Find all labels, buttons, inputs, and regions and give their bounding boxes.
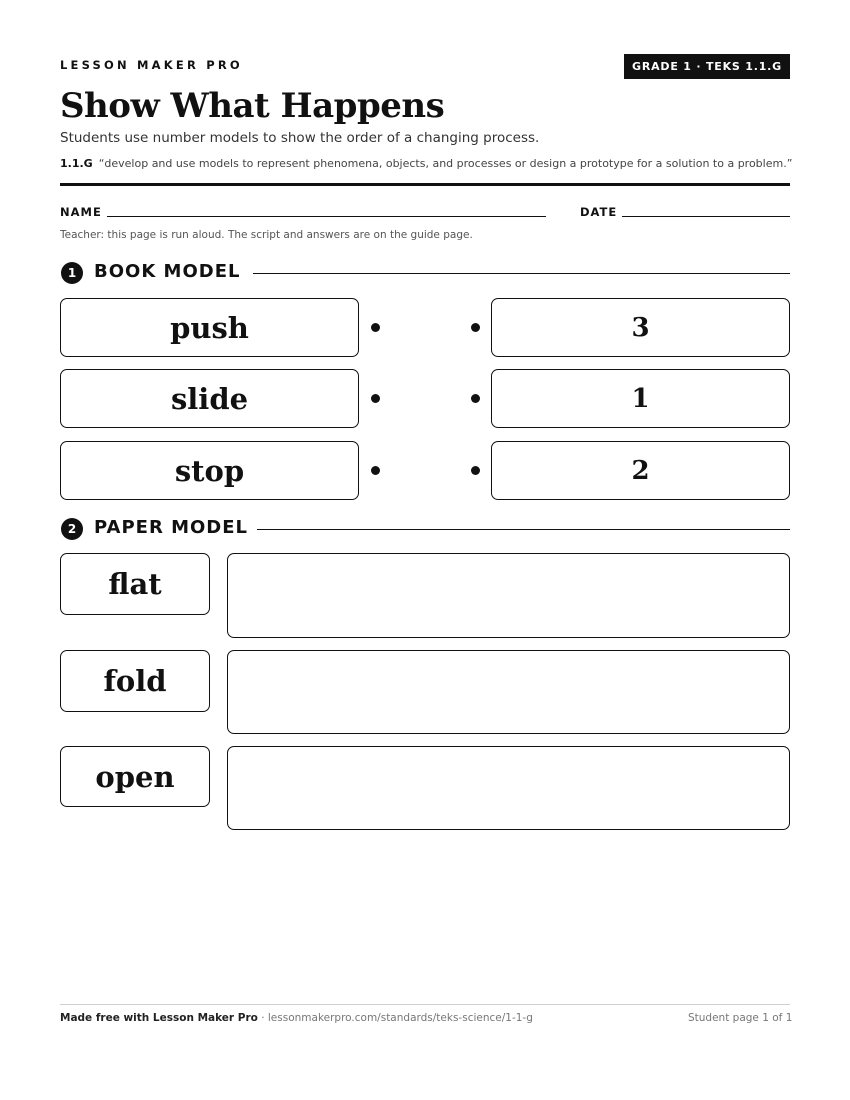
word-card-push: push xyxy=(60,298,359,357)
standard-statement xyxy=(60,157,792,170)
number-card: 2 xyxy=(491,441,790,500)
teacher-note: Teacher: this page is run aloud. The script and answers are on the guide page. xyxy=(60,229,473,241)
section-rule xyxy=(257,529,790,530)
word-card-stop: stop xyxy=(60,441,359,500)
section-title: PAPER MODEL xyxy=(94,517,249,538)
header-divider xyxy=(60,183,790,186)
match-dot-left[interactable] xyxy=(371,394,380,403)
answer-box[interactable] xyxy=(227,746,790,830)
number-card: 3 xyxy=(491,298,790,357)
footer-page-number: Student page 1 of 1 xyxy=(688,1012,793,1024)
match-dot-right[interactable] xyxy=(471,323,480,332)
section-number-badge: 2 xyxy=(61,518,83,540)
match-dot-right[interactable] xyxy=(471,394,480,403)
grade-badge: GRADE 1 · TEKS 1.1.G xyxy=(624,54,790,79)
number-card: 1 xyxy=(491,369,790,428)
standard-code: 1.1.G xyxy=(60,157,93,170)
page-subtitle: Students use number models to show the order of a changing process. xyxy=(60,130,540,146)
match-dot-right[interactable] xyxy=(471,466,480,475)
footer-separator: · xyxy=(261,1012,265,1024)
footer-url[interactable]: lessonmakerpro.com/standards/teks-science/1-1-g xyxy=(267,1012,533,1024)
date-field[interactable] xyxy=(622,216,790,217)
answer-box[interactable] xyxy=(227,553,790,638)
footer-made-with: Made free with Lesson Maker Pro xyxy=(60,1012,258,1024)
standard-text: “develop and use models to represent phenomena, objects, and processes or design a prototype for a solution to a problem.” xyxy=(98,157,793,170)
word-card-open: open xyxy=(60,746,210,807)
page-title: Show What Happens xyxy=(60,86,445,126)
name-field[interactable] xyxy=(107,216,546,217)
match-dot-left[interactable] xyxy=(371,323,380,332)
word-card-slide: slide xyxy=(60,369,359,428)
match-dot-left[interactable] xyxy=(371,466,380,475)
answer-box[interactable] xyxy=(227,650,790,734)
name-label: NAME xyxy=(60,205,102,219)
date-label: DATE xyxy=(580,205,618,219)
section-number-badge: 1 xyxy=(61,262,83,284)
word-card-flat: flat xyxy=(60,553,210,615)
footer-credit xyxy=(60,1012,533,1024)
section-title: BOOK MODEL xyxy=(94,261,241,282)
footer-divider xyxy=(60,1004,790,1005)
brand-name: LESSON MAKER PRO xyxy=(60,58,243,72)
section-rule xyxy=(253,273,790,274)
word-card-fold: fold xyxy=(60,650,210,712)
